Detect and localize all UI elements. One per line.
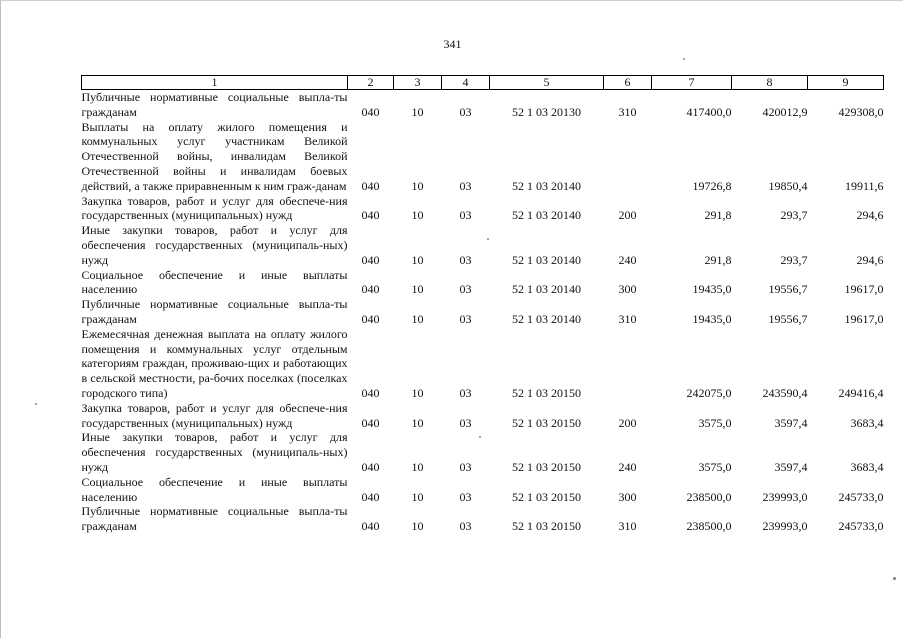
cell-col-6: 300 [618,489,637,504]
cell-col-3: 10 [411,104,424,119]
cell-col-5: 52 1 03 20150 [512,489,581,504]
cell-col-8: 239993,0 [762,519,808,534]
cell-col-5: 52 1 03 20140 [512,178,581,193]
cell-col-6 [604,120,652,194]
column-header: 2 [348,76,394,90]
cell-col-5: 52 1 03 20150 [512,459,581,474]
cell-col-8: 239993,0 [762,489,808,504]
cell-col-3: 10 [411,311,424,326]
cell-col-9: 294,6 [856,208,884,223]
cell-col-4: 03 [459,489,472,504]
cell-col-2: 040 [361,208,380,223]
cell-col-7: 291,8 [704,252,732,267]
table-row [82,223,884,267]
row-description: Выплаты на оплату жилого помещения и коммунальных услуг участникам Великой Отечественной войны, инвалидам Великой Отечественной войны и инвалидам боевых действий, а также приравненным к ним граж-данам [81,119,348,193]
budget-table [81,75,884,534]
cell-col-9: 19911,6 [844,178,884,193]
column-header: 8 [732,76,808,90]
row-description: Публичные нормативные социальные выпла-ты гражданам [81,90,348,119]
scan-speck [683,58,685,60]
cell-col-2: 040 [361,252,380,267]
cell-col-7: 238500,0 [686,489,732,504]
cell-col-9: 294,6 [856,252,884,267]
table-body [82,90,884,534]
cell-col-2: 040 [361,178,380,193]
cell-col-5: 52 1 03 20130 [512,104,581,119]
cell-col-8: 293,7 [780,252,808,267]
column-header: 5 [490,76,604,90]
cell-col-6: 200 [618,415,637,430]
column-header: 6 [604,76,652,90]
cell-col-7: 19435,0 [692,282,732,297]
cell-col-2: 040 [361,385,380,400]
header-row [82,76,884,90]
cell-col-7: 19435,0 [692,311,732,326]
row-description: Иные закупки товаров, работ и услуг для обеспечения государственных (муниципаль-ных) нужд [81,223,348,267]
cell-col-9: 245733,0 [838,489,884,504]
cell-col-7: 3575,0 [698,459,732,474]
cell-col-4: 03 [459,208,472,223]
cell-col-9: 245733,0 [838,519,884,534]
cell-col-4: 03 [459,415,472,430]
cell-col-2: 040 [361,489,380,504]
page-number: 341 [443,37,462,51]
row-description: Социальное обеспечение и иные выплаты населению [81,267,348,297]
cell-col-6: 200 [618,208,637,223]
cell-col-4: 03 [459,385,472,400]
cell-col-3: 10 [411,208,424,223]
cell-col-9: 19617,0 [844,311,884,326]
cell-col-3: 10 [411,519,424,534]
cell-col-9: 3683,4 [850,415,884,430]
cell-col-3: 10 [411,459,424,474]
cell-col-6: 240 [618,459,637,474]
column-header: 1 [82,76,348,90]
row-description: Ежемесячная денежная выплата на оплату жилого помещения и коммунальных услуг отдельным категориям граждан, проживаю-щих и работающих в сельской местности, ра-бочих поселках (поселках городского типа) [81,326,348,400]
cell-col-8: 3597,4 [774,415,808,430]
table-row [82,475,884,505]
table-row [82,90,884,120]
cell-col-2: 040 [361,104,380,119]
cell-col-2: 040 [361,311,380,326]
cell-col-4: 03 [459,311,472,326]
cell-col-5: 52 1 03 20150 [512,519,581,534]
column-header: 4 [442,76,490,90]
scan-speck [35,403,37,405]
cell-col-6: 300 [618,282,637,297]
cell-col-5: 52 1 03 20140 [512,252,581,267]
cell-col-6: 310 [618,104,637,119]
cell-col-3: 10 [411,252,424,267]
cell-col-6: 310 [618,311,637,326]
cell-col-3: 10 [411,415,424,430]
cell-col-9: 3683,4 [850,459,884,474]
cell-col-8: 19556,7 [768,311,808,326]
cell-col-6: 240 [618,252,637,267]
cell-col-4: 03 [459,459,472,474]
cell-col-4: 03 [459,252,472,267]
row-description: Иные закупки товаров, работ и услуг для обеспечения государственных (муниципаль-ных) нужд [81,430,348,474]
row-description: Публичные нормативные социальные выпла-ты гражданам [81,297,348,326]
cell-col-4: 03 [459,519,472,534]
cell-col-8: 293,7 [780,208,808,223]
table-row [82,120,884,194]
cell-col-5: 52 1 03 20150 [512,385,581,400]
cell-col-7: 19726,8 [692,178,732,193]
cell-col-8: 19556,7 [768,282,808,297]
cell-col-5: 52 1 03 20150 [512,415,581,430]
cell-col-2: 040 [361,459,380,474]
cell-col-4: 03 [459,178,472,193]
cell-col-7: 242075,0 [686,385,732,400]
cell-col-2: 040 [361,519,380,534]
scan-speck [479,436,481,438]
cell-col-7: 238500,0 [686,519,732,534]
column-header: 3 [394,76,442,90]
table-row [82,297,884,327]
cell-col-8: 3597,4 [774,459,808,474]
scan-speck [487,238,489,240]
row-description: Закупка товаров, работ и услуг для обеспече-ния государственных (муниципальных) нужд [81,400,348,430]
table-row [82,268,884,298]
cell-col-6: 310 [618,519,637,534]
cell-col-9: 429308,0 [838,104,884,119]
cell-col-2: 040 [361,415,380,430]
cell-col-4: 03 [459,282,472,297]
cell-col-7: 3575,0 [698,415,732,430]
cell-col-8: 420012,9 [762,104,808,119]
row-description: Публичные нормативные социальные выпла-ты гражданам [81,504,348,534]
column-header: 7 [652,76,732,90]
table-row [82,430,884,474]
column-header: 9 [808,76,884,90]
cell-col-6 [604,327,652,401]
cell-col-8: 19850,4 [768,178,808,193]
cell-col-3: 10 [411,282,424,297]
row-description: Закупка товаров, работ и услуг для обеспече-ния государственных (муниципальных) нужд [81,193,348,223]
table-row [82,504,884,534]
row-description: Социальное обеспечение и иные выплаты населению [81,474,348,504]
cell-col-3: 10 [411,489,424,504]
cell-col-9: 19617,0 [844,282,884,297]
table-row [82,401,884,431]
cell-col-2: 040 [361,282,380,297]
table-row [82,194,884,224]
table-row [82,327,884,401]
cell-col-5: 52 1 03 20140 [512,311,581,326]
cell-col-7: 291,8 [704,208,732,223]
cell-col-5: 52 1 03 20140 [512,208,581,223]
cell-col-3: 10 [411,385,424,400]
cell-col-7: 417400,0 [686,104,732,119]
cell-col-3: 10 [411,178,424,193]
cell-col-5: 52 1 03 20140 [512,282,581,297]
scan-speck [893,577,896,580]
cell-col-8: 243590,4 [762,385,808,400]
cell-col-4: 03 [459,104,472,119]
cell-col-9: 249416,4 [838,385,884,400]
